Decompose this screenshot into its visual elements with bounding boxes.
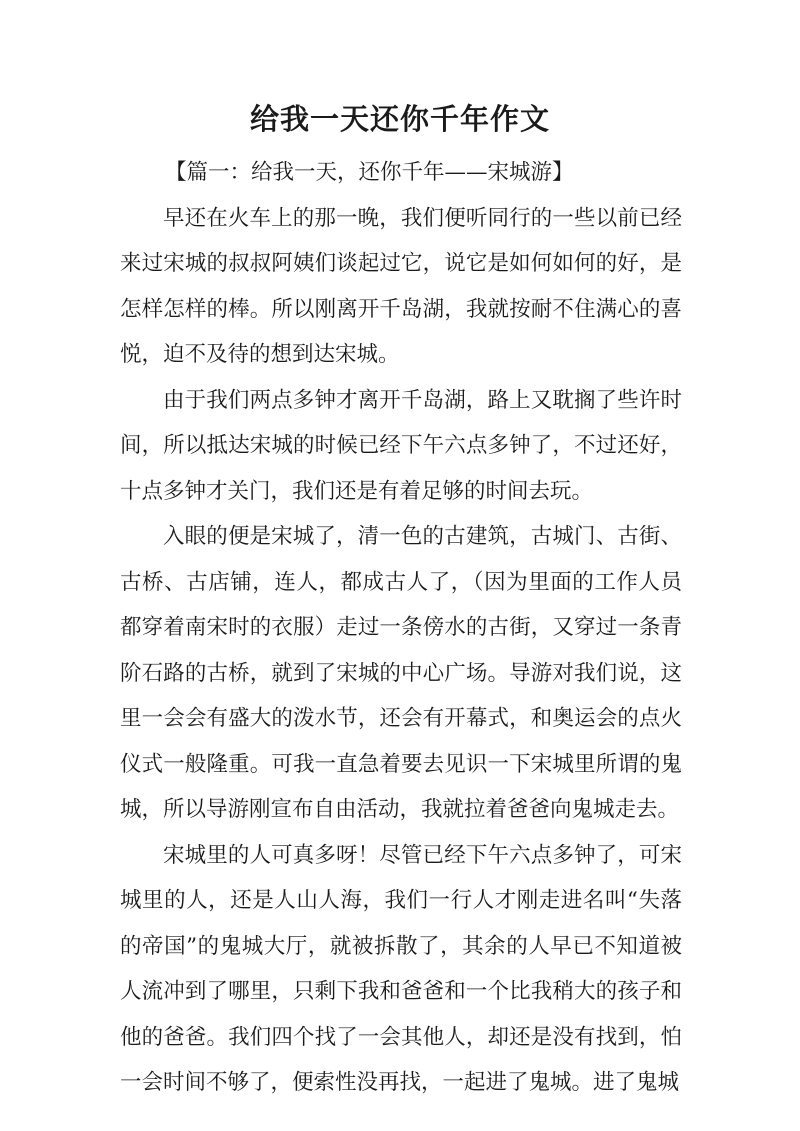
paragraph-3: 入眼的便是宋城了，清一色的古建筑，古城门、古街、古桥、古店铺，连人，都成古人了，（因为里面的工作人员都穿着南宋时的衣服）走过一条傍水的古街，又穿过一条青阶石路的古桥，就到了宋城的中心广场。导游对我们说，这里一会会有盛大的泼水节，还会有开幕式，和奥运会的点火仪式一般隆重。可我一直急着要去见识一下宋城里所谓的鬼城，所以导游刚宣布自由活动，我就拉着爸爸向鬼城走去。 bbox=[120, 524, 682, 822]
document-body bbox=[120, 150, 682, 1106]
section-heading: 【篇一：给我一天，还你千年——宋城游】 bbox=[165, 160, 574, 185]
paragraph-4: 宋城里的人可真多呀！尽管已经下午六点多钟了，可宋城里的人，还是人山人海，我们一行人才刚走进名叫“失落的帝国”的鬼城大厅，就被拆散了，其余的人早已不知道被人流冲到了哪里，只剩下我和爸爸和一个比我稍大的孩子和他的爸爸。我们四个找了一会其他人，却还是没有找到，怕一会时间不够了，便索性没再找，一起进了鬼城。进了鬼城 bbox=[120, 842, 682, 1095]
paragraph-1: 早还在火车上的那一晚，我们便听同行的一些以前已经来过宋城的叔叔阿姨们谈起过它，说它是如何如何的好，是怎样怎样的棒。所以刚离开千岛湖，我就按耐不住满心的喜悦，迫不及待的想到达宋城。 bbox=[120, 205, 682, 367]
paragraph-2: 由于我们两点多钟才离开千岛湖，路上又耽搁了些许时间，所以抵达宋城的时候已经下午六点多钟了，不过还好，十点多钟才关门，我们还是有着足够的时间去玩。 bbox=[120, 387, 682, 504]
document-title: 给我一天还你千年作文 bbox=[249, 102, 550, 136]
